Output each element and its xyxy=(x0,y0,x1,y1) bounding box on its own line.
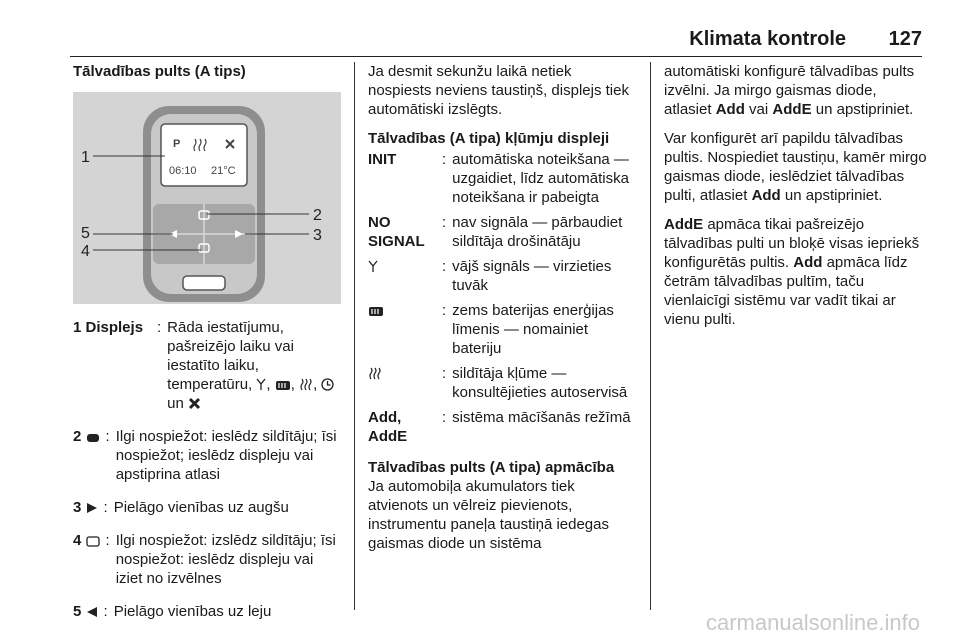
legend-list xyxy=(73,318,343,632)
legend-desc: Ilgi nospiežot: izslēdz sildītāju; īsi nospiežot: ieslēdz displeju vai iziet no izvēlnes xyxy=(115,532,336,587)
section-heading: Tālvadības pults (A tips) xyxy=(73,63,246,80)
legend-item: 5 : Pielāgo vienības uz leju xyxy=(73,602,343,621)
error-term: Add, AddE xyxy=(368,409,408,445)
error-list xyxy=(368,150,636,446)
legend-term: 4 xyxy=(73,532,82,549)
error-item: INIT : automātiska noteikšana — uzgaidiet, līdz automātiska noteikšana ir pabeigta xyxy=(368,150,636,207)
remote-figure xyxy=(73,92,341,304)
legend-term: 2 xyxy=(73,428,82,445)
legend-item: 2 : Ilgi nospiežot: ieslēdz sildītāju; īsi nospiežot; ieslēdz displeju vai apstiprina atlasi xyxy=(73,427,343,484)
callout-label-4: 4 xyxy=(81,243,90,260)
legend-item: 1 Displejs : Rāda iestatījumu, pašreizējo laiku vai iestatīto laiku, temperatūru, , , , un xyxy=(73,318,343,413)
column-divider xyxy=(354,62,355,610)
fan-icon xyxy=(188,397,201,410)
legend-term: 1 Displejs xyxy=(73,319,144,336)
callout-label-5: 5 xyxy=(81,225,90,242)
section-title: Klimata kontrole xyxy=(689,28,846,50)
error-item: : sildītāja kļūme — konsultējieties autoservisā xyxy=(368,364,636,402)
section-heading: Tālvadības pults (A tipa) apmācība xyxy=(368,459,615,476)
legend-term: 5 xyxy=(73,603,82,620)
error-item: : vājš signāls — virzieties tuvāk xyxy=(368,257,636,295)
heater-icon xyxy=(368,367,382,380)
display-temp: 21°C xyxy=(211,165,236,177)
page-header xyxy=(70,24,922,57)
error-desc: sildītāja kļūme — konsultējieties autoservisā xyxy=(452,365,628,401)
right-arrow-icon xyxy=(86,502,98,514)
legend-desc: un xyxy=(167,395,184,412)
column-2 xyxy=(368,62,636,563)
left-arrow-icon xyxy=(86,606,98,618)
callout-label-3: 3 xyxy=(313,227,322,244)
battery-icon xyxy=(368,306,384,317)
legend-desc: Rāda iestatījumu, pašreizējo laiku vai iestatīto laiku, temperatūru, xyxy=(167,319,294,393)
watermark: carmanualsonline.info xyxy=(705,610,920,635)
body-paragraph: Var konfigurēt arī papildu tālvadības pultis. Nospiediet taustiņu, kamēr mirgo gaismas diode, ieslēdziet tālvadības pulti, atlasiet Add un apstipriniet. xyxy=(664,130,927,204)
heater-icon xyxy=(299,378,313,391)
remote-illustration xyxy=(73,92,341,304)
section-heading: Tālvadības (A tipa) kļūmju displeji xyxy=(368,130,610,147)
column-divider xyxy=(650,62,651,610)
signal-icon xyxy=(368,260,378,273)
legend-desc: Ilgi nospiežot: ieslēdz sildītāju; īsi nospiežot; ieslēdz displeju vai apstiprina atlasi xyxy=(115,428,337,483)
body-paragraph: automātiski konfigurē tālvadības pults izvēlni. Ja mirgo gaismas diode, atlasiet Add vai AddE un apstipriniet. xyxy=(664,63,915,118)
error-desc: zems baterijas enerģijas līmenis — nomainiet bateriju xyxy=(452,302,614,357)
callout-label-2: 2 xyxy=(313,207,322,224)
error-item: Add, AddE : sistēma mācīšanās režīmā xyxy=(368,408,636,446)
outline-button-icon xyxy=(86,536,100,547)
error-desc: automātiska noteikšana — uzgaidiet, līdz automātiska noteikšana ir pabeigta xyxy=(452,151,629,206)
display-time: 06:10 xyxy=(169,165,197,177)
remote-slot xyxy=(183,276,225,290)
error-term: INIT xyxy=(368,151,397,168)
battery-icon xyxy=(275,380,291,391)
legend-desc: Pielāgo vienības uz leju xyxy=(113,603,272,620)
filled-button-icon xyxy=(86,433,100,443)
display-mode: P xyxy=(173,138,181,150)
column-3 xyxy=(664,62,928,339)
body-paragraph: Ja automobiļa akumulators tiek atvienots un vēlreiz pievienots, instrumentu paneļa taustiņā iedegas gaismas diode un sistēma xyxy=(368,478,609,552)
legend-desc: Pielāgo vienības uz augšu xyxy=(113,499,289,516)
error-item: : zems baterijas enerģijas līmenis — nomainiet bateriju xyxy=(368,301,636,358)
legend-term: 3 xyxy=(73,499,82,516)
column-1 xyxy=(73,62,343,81)
callout-label-1: 1 xyxy=(81,149,90,166)
error-desc: sistēma mācīšanās režīmā xyxy=(452,409,631,426)
legend-item: 3 : Pielāgo vienības uz augšu xyxy=(73,498,343,517)
error-desc: nav signāla — pārbaudiet sildītāja drošinātāju xyxy=(452,214,623,250)
body-paragraph: AddE apmāca tikai pašreizējo tālvadības pulti un bloķē visas iepriekš konfigurētās pultis. Add apmāca līdz četrām tālvadības pultīm, taču vienlaicīgi sistēmu var vadīt tikai ar vienu pulti. xyxy=(664,216,920,328)
clock-icon xyxy=(321,378,334,391)
error-item: NO SIGNAL : nav signāla — pārbaudiet sildītāja drošinātāju xyxy=(368,213,636,251)
page-number: 127 xyxy=(888,28,922,50)
legend-item: 4 : Ilgi nospiežot: izslēdz sildītāju; īsi nospiežot: ieslēdz displeju vai iziet no izvēlnes xyxy=(73,531,343,588)
error-term: NO SIGNAL xyxy=(368,214,425,250)
signal-icon xyxy=(256,378,266,391)
intro-paragraph: Ja desmit sekunžu laikā netiek nospiests neviens taustiņš, displejs tiek automātiski izslēgts. xyxy=(368,63,629,118)
error-desc: vājš signāls — virzieties tuvāk xyxy=(452,258,612,294)
